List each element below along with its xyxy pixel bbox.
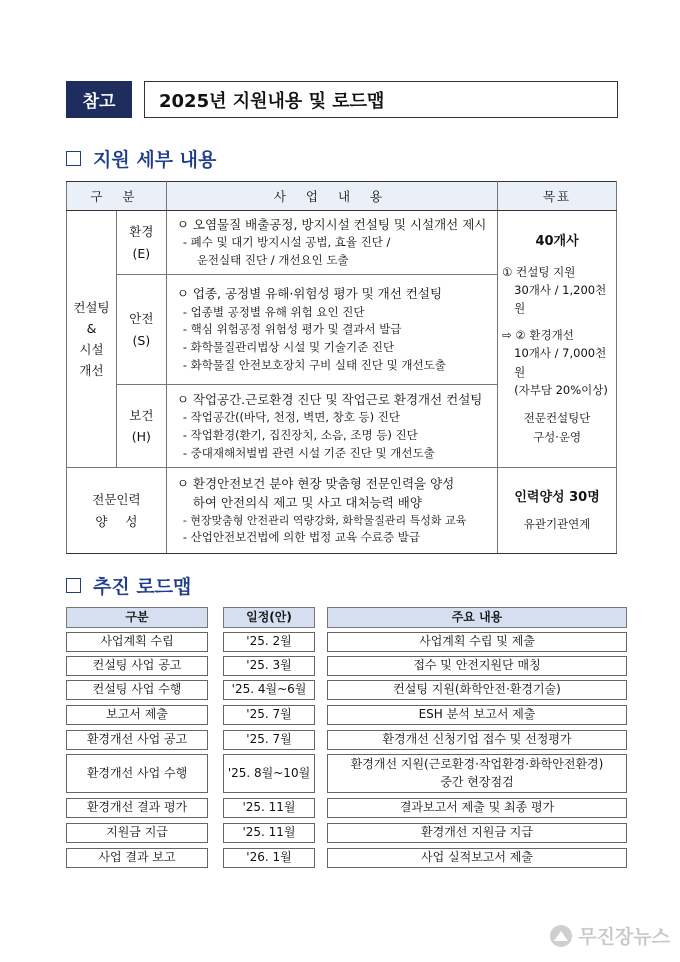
roadmap-content: 접수 및 안전지원단 매칭 [327, 656, 627, 676]
roadmap-content: ESH 분석 보고서 제출 [327, 705, 627, 725]
content-safety: ㅇ 업종, 공정별 유해·위험성 평가 및 개선 컨설팅 - 업종별 공정별 유해 위험 요인 진단 - 핵심 위험공정 위험성 평가 및 결과서 발급 - 화학물질관리법상 시설 및 기술기준 진단 - 화학물질 안전보호장치 구비 실태 진단 및 개선도출 [166, 275, 497, 385]
roadmap-step: 환경개선 사업 공고 [66, 730, 208, 750]
sub-label-health: 보건 (H) [116, 385, 166, 468]
goal-training: 인력양성 30명 유관기관연계 [498, 468, 617, 554]
roadmap-step: 컨설팅 사업 공고 [66, 656, 208, 676]
section-title: 추진 로드맵 [93, 576, 192, 598]
roadmap-header-row [66, 607, 627, 628]
goal-consulting: 40개사 ① 컨설팅 지원 30개사 / 1,200천원 ⇨ ② 환경개선 10개사 / 7,000천원 (자부담 20%이상) 전문컨설팅단 구성·운영 [498, 211, 617, 468]
content-health: ㅇ 작업공간.근로환경 진단 및 작업근로 환경개선 컨설팅 - 작업공간((바닥, 천정, 벽면, 창호 등) 진단 - 작업환경(환기, 집진장치, 소음, 조명 등) 진단 - 중대재해처벌법 관련 시설 기준 진단 및 개선도출 [166, 385, 497, 468]
content-training: ㅇ 환경안전보건 분야 현장 맞춤형 전문인력을 양성 하여 안전의식 제고 및 사고 대처능력 배양 - 현장맞춤형 안전관리 역량강화, 화학물질관리 특성화 교육 - 산업안전보건법에 의한 법정 교육 수료증 발급 [166, 468, 497, 554]
support-detail-table [66, 181, 617, 554]
roadmap-step: 사업 결과 보고 [66, 848, 208, 868]
roadmap-content: 사업계획 수립 및 제출 [327, 632, 627, 652]
reference-badge: 참고 [66, 81, 132, 118]
group-label-training: 전문인력 양 성 [67, 468, 167, 554]
roadmap-date: '25. 11월 [223, 823, 315, 843]
roadmap-content: 결과보고서 제출 및 최종 평가 [327, 798, 627, 818]
section-roadmap [66, 572, 191, 599]
section-support-details [66, 145, 216, 172]
roadmap-date: '26. 1월 [223, 848, 315, 868]
roadmap-date: '25. 3월 [223, 656, 315, 676]
roadmap-content: 환경개선 지원(근로환경·작업환경·화학안전환경) 중간 현장점검 [327, 754, 627, 793]
content-environment: ㅇ 오염물질 배출공정, 방지시설 컨설팅 및 시설개선 제시 - 폐수 및 대기 방지시설 공법, 효율 진단 / 운전실태 진단 / 개선요인 도출 [166, 211, 497, 275]
roadmap-step: 컨설팅 사업 수행 [66, 680, 208, 700]
page-header [66, 81, 618, 118]
roadmap-date: '25. 2월 [223, 632, 315, 652]
roadmap-content: 사업 실적보고서 제출 [327, 848, 627, 868]
section-title: 지원 세부 내용 [93, 149, 217, 171]
roadmap-content: 컨설팅 지원(화학안전·환경기술) [327, 680, 627, 700]
roadmap-date: '25. 11월 [223, 798, 315, 818]
header-category: 구 분 [67, 182, 167, 211]
square-bullet-icon [66, 578, 81, 593]
roadmap-step: 지원금 지급 [66, 823, 208, 843]
roadmap-step: 환경개선 사업 수행 [66, 754, 208, 793]
table-header-row [67, 182, 617, 211]
table-row [67, 211, 617, 275]
sub-label-safety: 안전 (S) [116, 275, 166, 385]
watermark [550, 922, 670, 949]
sub-label-environment: 환경 (E) [116, 211, 166, 275]
header-category: 구분 [66, 607, 208, 628]
header-schedule: 일정(안) [223, 607, 315, 628]
group-label-consulting: 컨설팅 & 시설 개선 [67, 211, 117, 468]
roadmap-date: '25. 7월 [223, 705, 315, 725]
roadmap-step: 환경개선 결과 평가 [66, 798, 208, 818]
roadmap-date: '25. 8월~10월 [223, 754, 315, 793]
table-row [67, 468, 617, 554]
watermark-text: 무진장뉴스 [578, 926, 670, 948]
roadmap-content: 환경개선 지원금 지급 [327, 823, 627, 843]
header-goal: 목표 [498, 182, 617, 211]
roadmap-date: '25. 4월~6월 [223, 680, 315, 700]
roadmap-step: 보고서 제출 [66, 705, 208, 725]
header-main-content: 주요 내용 [327, 607, 627, 628]
roadmap-date: '25. 7월 [223, 730, 315, 750]
roadmap-content: 환경개선 신청기업 접수 및 선정평가 [327, 730, 627, 750]
mountain-logo-icon [550, 925, 572, 947]
roadmap-step: 사업계획 수립 [66, 632, 208, 652]
square-bullet-icon [66, 151, 81, 166]
header-content: 사 업 내 용 [166, 182, 497, 211]
page-title: 2025년 지원내용 및 로드맵 [144, 81, 618, 118]
